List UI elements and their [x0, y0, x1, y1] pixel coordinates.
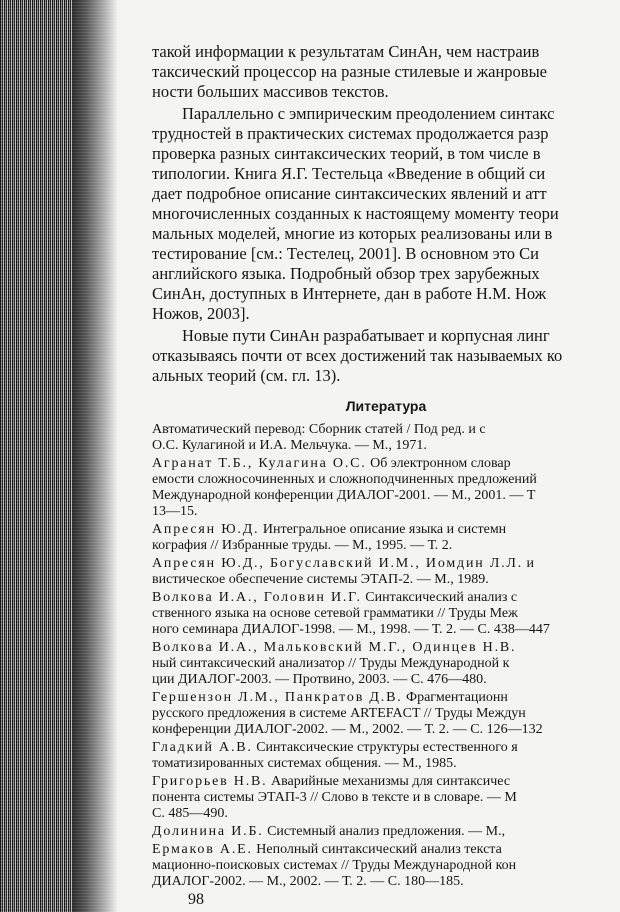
reference-line: понента системы ЭТАП-3 // Слово в тексте и в словаре. — М	[152, 790, 517, 805]
body-line: такой информации к результатам СинАн, чем настраив	[152, 42, 540, 61]
reference-author: Волкова И.А., Головин И.Г.	[152, 590, 362, 605]
reference-author: Апресян Ю.Д., Богуславский И.М., Иомдин Л.Л.	[152, 556, 524, 571]
body-line: таксический процессор на разные стилевые и жанровые	[152, 62, 548, 81]
reference-entry	[152, 556, 534, 572]
reference-entry	[152, 842, 502, 858]
reference-title: Фрагментационн	[402, 690, 508, 705]
reference-line: О.С. Кулагиной и И.А. Мельчука. — М., 1971.	[152, 438, 427, 453]
body-line: Параллельно с эмпирическим преодолением синтакс	[182, 104, 555, 123]
page-number: 98	[188, 891, 204, 908]
reference-entry	[152, 590, 517, 606]
reference-line: Автоматический перевод: Сборник статей / Под ред. и с	[152, 422, 486, 437]
reference-title: Интегральное описание языка и системн	[259, 522, 507, 537]
reference-entry	[152, 456, 511, 472]
reference-author: Апресян Ю.Д.	[152, 522, 260, 537]
reference-line: мационно-поисковых системах // Труды Международной кон	[152, 858, 517, 873]
scan-noise	[0, 0, 118, 912]
reference-entry	[152, 740, 518, 756]
reference-title: и	[523, 556, 535, 571]
reference-line: русского предложения в системе ARTEFACT // Труды Междун	[152, 706, 526, 721]
reference-line: ного семинара ДИАЛОГ-1998. — М., 1998. — Т. 2. — С. 438—447	[152, 622, 550, 637]
reference-line: конференции ДИАЛОГ-2002. — М., 2002. — Т. 2. — С. 126—132	[152, 722, 543, 737]
reference-author: Долинина И.Б.	[152, 824, 264, 839]
reference-title: Аварийные механизмы для синтаксичес	[267, 774, 511, 789]
reference-author: Ермаков А.Е.	[152, 842, 253, 857]
reference-author: Волкова И.А., Мальковский М.Г., Одинцев Н.В.	[152, 640, 517, 655]
reference-line: С. 485—490.	[152, 806, 228, 821]
body-line: многочисленных созданных к настоящему моменту теори	[152, 204, 559, 223]
body-line: трудностей в практических системах продолжается разр	[152, 124, 549, 143]
reference-title: Неполный синтаксический анализ текста	[252, 842, 502, 857]
reference-line: емости сложносочиненных и сложноподчиненных предложений	[152, 472, 537, 487]
reference-line: томатизированных системах общения. — М., 1985.	[152, 756, 457, 771]
body-line: дает подробное описание синтаксических явлений и атт	[152, 184, 547, 203]
section-heading: Литература	[345, 398, 427, 414]
reference-line: вистическое обеспечение системы ЭТАП-2. — М., 1989.	[152, 572, 489, 587]
book-page	[152, 0, 620, 912]
reference-title: Синтаксический анализ с	[361, 590, 518, 605]
reference-entry	[152, 824, 505, 840]
reference-author: Гершензон Л.М., Панкратов Д.В.	[152, 690, 403, 705]
reference-line: ственного языка на основе сетевой грамматики // Труды Меж	[152, 606, 518, 621]
body-line: Новые пути СинАн разрабатывает и корпусная линг	[182, 326, 550, 345]
reference-author: Григорьев Н.В.	[152, 774, 268, 789]
reference-line: кография // Избранные труды. — М., 1995. — Т. 2.	[152, 538, 453, 553]
body-line: мальных моделей, многие из которых реализованы или в	[152, 224, 553, 243]
body-line: проверка разных синтаксических теорий, в том числе в	[152, 144, 541, 163]
body-line: типологии. Книга Я.Г. Тестельца «Введение в общий си	[152, 164, 546, 183]
reference-line: ции ДИАЛОГ-2003. — Протвино, 2003. — С. 476—480.	[152, 672, 487, 687]
reference-title: Об электронном словар	[366, 456, 511, 471]
reference-entry	[152, 640, 516, 656]
body-line: ности больших массивов текстов.	[152, 82, 389, 101]
body-line: СинАн, доступных в Интернете, дан в работе Н.М. Нож	[152, 284, 547, 303]
reference-entry	[152, 522, 506, 538]
body-line: Ножов, 2003].	[152, 304, 250, 323]
reference-title: Системный анализ предложения. — М.,	[263, 824, 506, 839]
reference-line: 13—15.	[152, 504, 198, 519]
body-line: тестирование [см.: Тестелец, 2001]. В основном это Си	[152, 244, 539, 263]
reference-line: ный синтаксический анализатор // Труды Международной к	[152, 656, 510, 671]
reference-author: Гладкий А.В.	[152, 740, 253, 755]
body-line: отказываясь почти от всех достижений так называемых ко	[152, 346, 563, 365]
reference-entry	[152, 774, 510, 790]
reference-line: ДИАЛОГ-2002. — М., 2002. — Т. 2. — С. 180—185.	[152, 874, 464, 889]
reference-title: Синтаксические структуры естественного я	[252, 740, 518, 755]
reference-author: Агранат Т.Б., Кулагина О.С.	[152, 456, 367, 471]
body-line: альных теорий (см. гл. 13).	[152, 366, 341, 385]
body-line: английского языка. Подробный обзор трех зарубежных	[152, 264, 540, 283]
reference-line: Международной конференции ДИАЛОГ-2001. — М., 2001. — Т	[152, 488, 536, 503]
reference-entry	[152, 690, 508, 706]
